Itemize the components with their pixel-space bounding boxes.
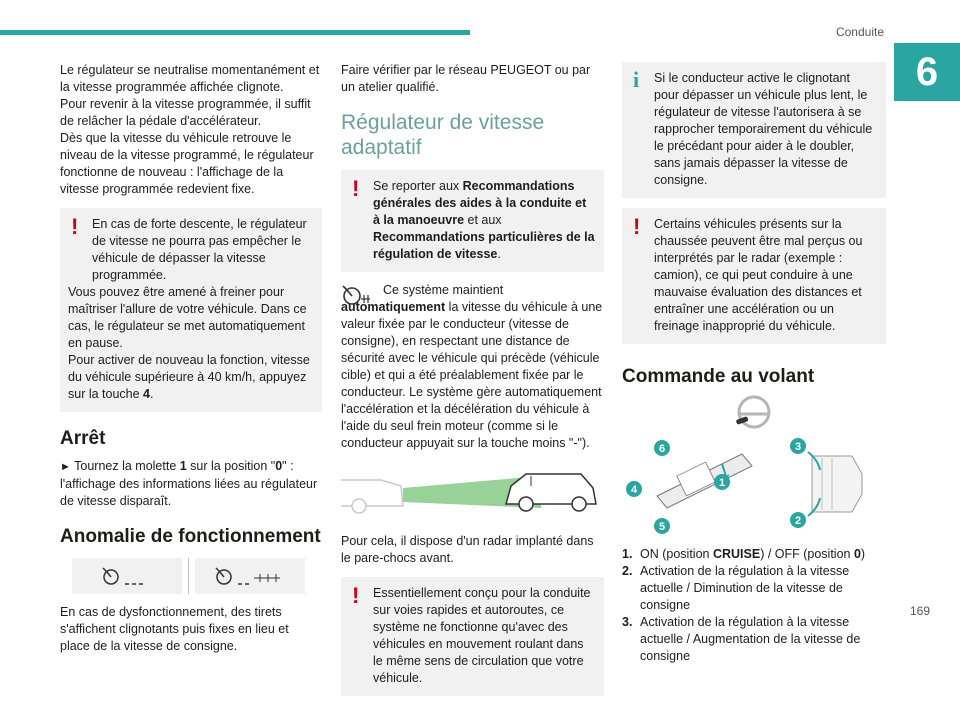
heading-arret: Arrêt: [60, 428, 106, 449]
svg-text:2: 2: [794, 515, 802, 527]
svg-text:3: 3: [794, 441, 802, 453]
radar-text: Pour cela, il dispose d'un radar implanté dans le pare-chocs avant.: [341, 534, 594, 565]
warning-text: Certains véhicules présents sur la chaussée peuvent être mal perçus ou interprétés par le radar (exemple : camion), ce qui peut conduire à une mauvaise évaluation des distances et entraîner une accélération ou un freinage inapproprié du véhicule.: [654, 217, 863, 333]
warning-text: Essentiellement conçu pour la conduite sur voies rapides et autoroutes, ce système ne fonctionne qu'avec des véhicules en mouvement roulant dans le même sens de circulation que votre véhicule.: [373, 586, 591, 685]
indicator-icons: [72, 558, 322, 594]
section-title-adaptive: Régulateur de vitesse adaptatif: [341, 111, 545, 159]
arret-text: ► Tournez la molette 1 sur la position "0" : l'affichage des informations liées au régulateur de vitesse disparaît.: [60, 459, 318, 508]
warning-box: [341, 577, 604, 696]
column-3: [622, 62, 886, 665]
callout-1: [714, 474, 730, 490]
page-number: 169: [909, 604, 930, 618]
warning-text: Se reporter aux Recommandations générales des aides à la conduite et à la manoeuvre et aux Recommandations particulières de la régulation de vitesse.: [373, 179, 595, 261]
svg-text:5: 5: [658, 521, 666, 533]
svg-text:6: 6: [658, 443, 666, 455]
adaptive-cruise-icon: [341, 284, 371, 306]
callout-3: [790, 438, 806, 454]
list-item: 1. ON (position CRUISE) / OFF (position 0): [622, 547, 866, 561]
callout-6: [654, 440, 670, 456]
warning-icon: !: [352, 176, 360, 201]
cruise-stalk-icon: [657, 454, 752, 508]
adaptive-cruise-dashes-icon: [195, 558, 305, 594]
warning-box: [622, 208, 886, 344]
column-1: [60, 62, 322, 655]
system-description: [341, 282, 604, 452]
section-title: Conduite: [835, 25, 884, 39]
callout-4: [626, 481, 642, 497]
paragraph: Faire vérifier par le réseau PEUGEOT ou par un atelier qualifié.: [341, 63, 591, 94]
info-text: Si le conducteur active le clignotant pour dépasser un véhicule plus lent, le régulateur de vitesse l'autorisera à se rapprocher temporairement du véhicule le précédant pour aider à le doubler, sans jamais dépasser la vitesse de consigne.: [654, 71, 873, 187]
callout-5: [654, 518, 670, 534]
svg-text:4: 4: [630, 484, 638, 496]
control-list: [622, 546, 886, 665]
steering-wheel-icon: [736, 397, 769, 427]
heading-commande: Commande au volant: [622, 366, 815, 387]
warning-text: Pour activer de nouveau la fonction, vitesse du véhicule supérieure à 40 km/h, appuyez sur la touche 4.: [68, 353, 310, 401]
chapter-tab: 6: [894, 43, 960, 101]
stalk-side-view: [808, 452, 862, 516]
heading-anomalie: Anomalie de fonctionnement: [60, 526, 321, 547]
warning-text: Vous pouvez être amené à freiner pour maîtriser l'allure de votre véhicule. Dans ce cas, le régulateur se met automatiquement en pause.: [68, 285, 307, 350]
paragraph: Le régulateur se neutralise momentanément et la vitesse programmée affichée clignote.: [60, 63, 320, 94]
warning-icon: !: [71, 214, 79, 239]
anomalie-text: En cas de dysfonctionnement, des tirets s'affichent clignotants puis fixes en lieu et place de la vitesse de consigne.: [60, 605, 289, 653]
system-text: Ce système maintient automatiquement la vitesse du véhicule à une valeur fixée par le conducteur (vitesse de consigne), en respectant une distance de sécurité avec le véhicule qui précède (véhicule cible) et qui a été préalablement fixée par le conducteur. Le système gère automatiquement l'accélération et la décélération du véhicule à l'aide du seul frein moteur (comme si le conducteur appuyait sur la touche moins "-").: [341, 283, 603, 450]
divider: [188, 558, 189, 594]
warning-box: [341, 170, 604, 272]
callout-2: [790, 512, 806, 528]
steering-control-illustration: [622, 396, 886, 536]
paragraph: Pour revenir à la vitesse programmée, il suffit de relâcher la pédale d'accélérateur.: [60, 97, 311, 128]
list-item: 2. Activation de la régulation à la vitesse actuelle / Diminution de la vitesse de consigne: [622, 564, 850, 612]
warning-text: En cas de forte descente, le régulateur de vitesse ne pourra pas empêcher le véhicule de dépasser la vitesse programmée.: [92, 217, 307, 282]
info-icon: i: [633, 67, 640, 92]
info-box: [622, 62, 886, 198]
warning-icon: !: [352, 583, 360, 608]
warning-icon: !: [633, 214, 641, 239]
column-2: [341, 62, 604, 706]
svg-text:1: 1: [718, 477, 726, 489]
arrow-right-icon: ►: [60, 461, 71, 473]
cruise-dashes-icon: [72, 558, 182, 594]
list-item: 3. Activation de la régulation à la vitesse actuelle / Augmentation de la vitesse de consigne: [622, 615, 861, 663]
paragraph: Dès que la vitesse du véhicule retrouve le niveau de la vitesse programmé, le régulateur fonctionne de nouveau : l'affichage de la vitesse programmée redevient fixe.: [60, 131, 314, 196]
vehicles-distance-illustration: [341, 466, 604, 516]
top-accent-bar: [0, 30, 470, 35]
warning-box: [60, 208, 322, 412]
